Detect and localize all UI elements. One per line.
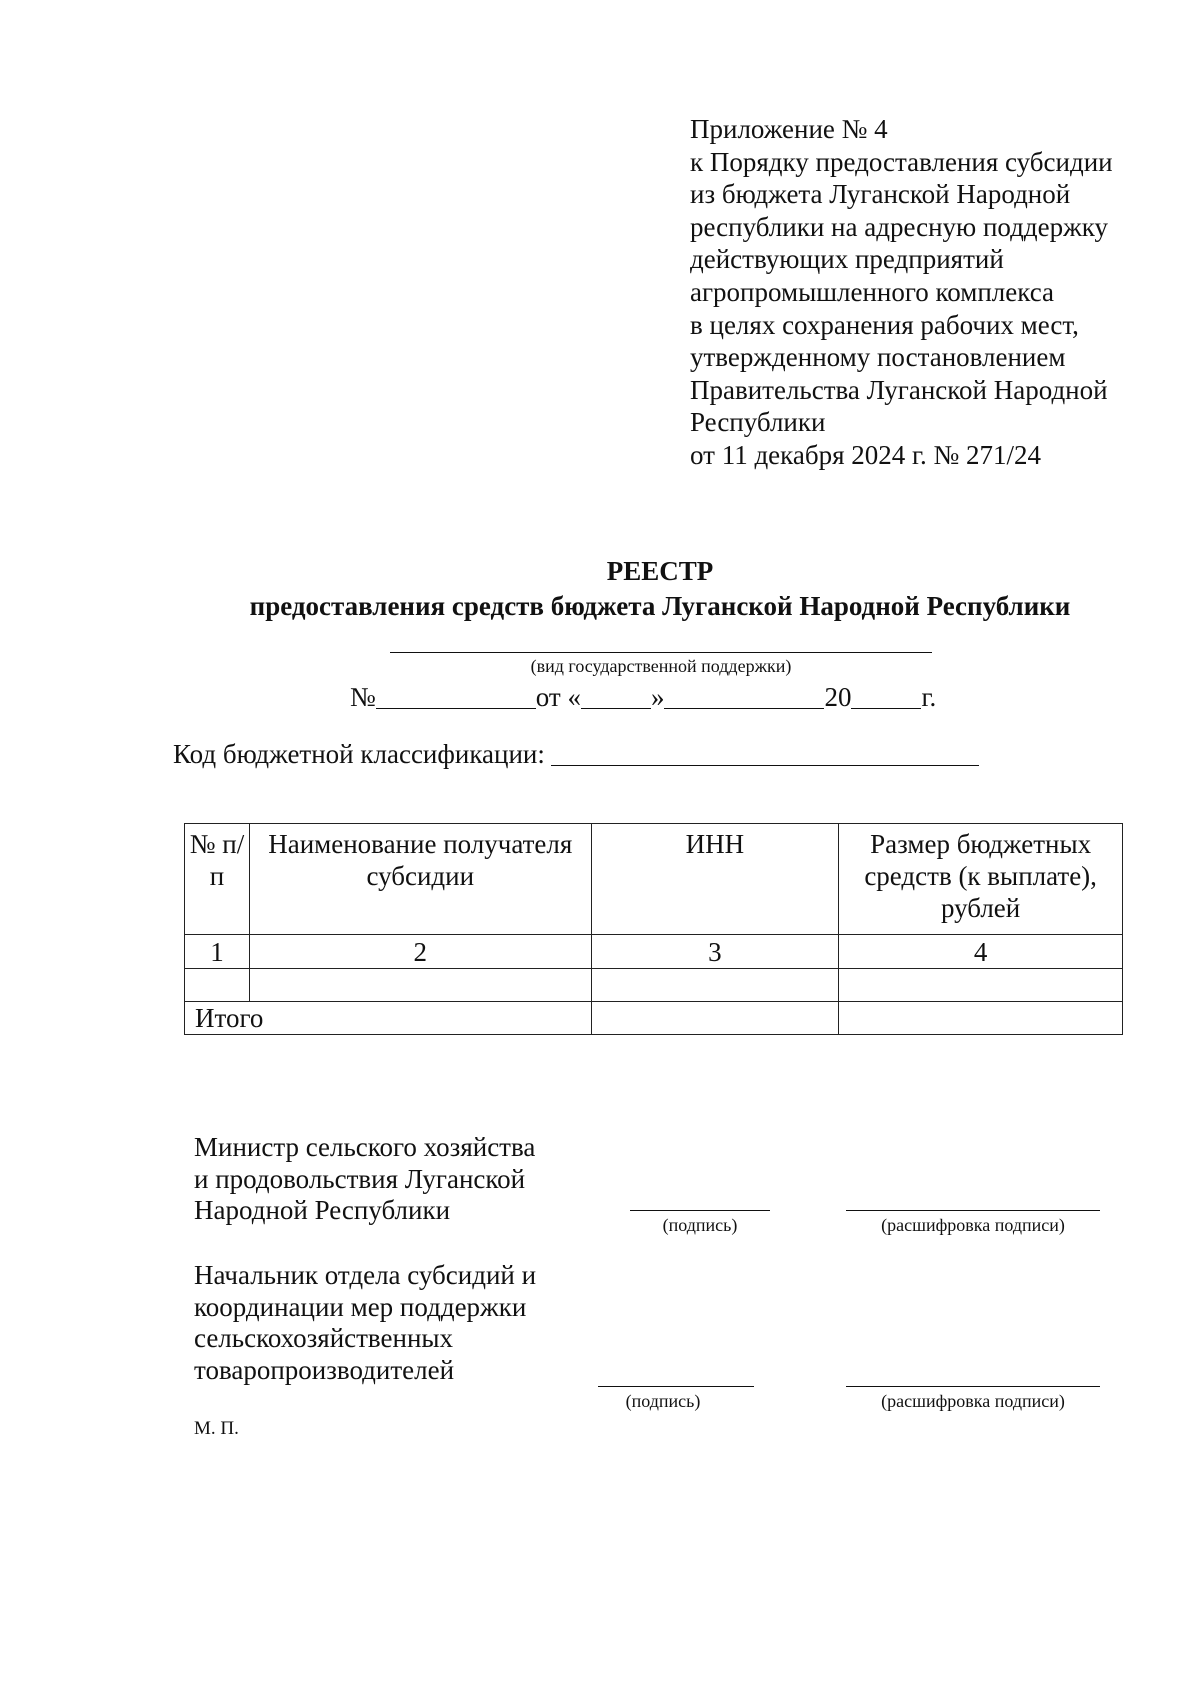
minister-decoding-field[interactable]	[846, 1210, 1100, 1211]
budget-classification-label: Код бюджетной классификации:	[173, 739, 545, 769]
cell-amount[interactable]	[839, 969, 1123, 1002]
appendix-line: Республики	[690, 407, 826, 438]
minister-signature-caption: (подпись)	[662, 1215, 738, 1235]
appendix-reference	[690, 113, 1113, 472]
day-field[interactable]	[581, 682, 651, 709]
year-prefix: 20	[824, 682, 852, 712]
budget-classification-field[interactable]	[551, 739, 979, 766]
head-decoding-field[interactable]	[846, 1386, 1100, 1387]
appendix-line: Приложение № 4	[690, 114, 888, 144]
appendix-line: утвержденному постановлением	[690, 342, 1066, 373]
support-type-caption: (вид государственной поддержки)	[530, 656, 792, 676]
year-field[interactable]	[851, 682, 921, 709]
signer-position-line: Начальник отдела субсидий и	[194, 1260, 537, 1290]
appendix-line: действующих предприятий	[690, 244, 1004, 275]
cell-recipient-name[interactable]	[249, 969, 591, 1002]
signer-minister	[194, 1132, 535, 1227]
document-subtitle: предоставления средств бюджета Луганской Народной Республики	[249, 591, 1071, 621]
column-number: 1	[185, 935, 250, 969]
column-number: 2	[249, 935, 591, 969]
appendix-line: в целях сохранения рабочих мест,	[690, 309, 1079, 340]
signer-position-line: Министр сельского хозяйства	[194, 1132, 536, 1162]
appendix-line: от 11 декабря 2024 г. № 271/24	[690, 439, 1042, 470]
header-inn: ИНН	[591, 824, 839, 935]
appendix-line: Правительства Луганской Народной	[690, 374, 1108, 405]
signer-position-line: товаропроизводителей	[194, 1354, 455, 1385]
minister-decoding-caption: (расшифровка подписи)	[881, 1215, 1065, 1235]
cell-number[interactable]	[185, 969, 250, 1002]
header-recipient-name: Наименование получателя субсидии	[249, 824, 591, 935]
number-sign: №	[350, 682, 376, 712]
appendix-line: из бюджета Луганской Народной	[690, 179, 1071, 210]
from-label: от «	[535, 682, 581, 712]
table-header-row	[185, 824, 1123, 935]
signer-position-line: Народной Республики	[194, 1195, 451, 1225]
seal-mark: М. П.	[194, 1418, 239, 1439]
appendix-line: к Порядку предоставления субсидии	[690, 146, 1113, 177]
column-number: 3	[591, 935, 839, 969]
cell-inn[interactable]	[591, 969, 839, 1002]
signer-position-line: и продовольствия Луганской	[194, 1163, 526, 1194]
header-number: № п/п	[185, 824, 250, 935]
header-amount: Размер бюджетных средств (к выплате), рублей	[839, 824, 1123, 935]
minister-signature-field[interactable]	[630, 1210, 770, 1211]
budget-classification-line	[173, 739, 979, 770]
number-field[interactable]	[376, 682, 536, 709]
signer-department-head	[194, 1260, 536, 1386]
support-type-field[interactable]	[390, 652, 932, 653]
total-row	[185, 1002, 1123, 1035]
signer-position-line: координации мер поддержки	[194, 1291, 527, 1322]
total-label: Итого	[185, 1002, 592, 1035]
appendix-line: республики на адресную поддержку	[690, 211, 1108, 242]
year-suffix: г.	[921, 682, 937, 712]
total-inn-cell[interactable]	[591, 1002, 839, 1035]
head-signature-caption: (подпись)	[625, 1391, 701, 1411]
table-row	[185, 969, 1123, 1002]
column-number: 4	[839, 935, 1123, 969]
appendix-line: агропромышленного комплекса	[690, 276, 1054, 307]
register-table	[184, 823, 1123, 1035]
signer-position-line: сельскохозяйственных	[194, 1323, 454, 1353]
number-date-line	[350, 682, 936, 713]
month-field[interactable]	[664, 682, 824, 709]
total-amount-cell[interactable]	[839, 1002, 1123, 1035]
column-number-row	[185, 935, 1123, 969]
close-quote: »	[650, 682, 665, 712]
head-decoding-caption: (расшифровка подписи)	[881, 1391, 1065, 1411]
document-title: РЕЕСТР	[606, 556, 714, 586]
head-signature-field[interactable]	[598, 1386, 754, 1387]
